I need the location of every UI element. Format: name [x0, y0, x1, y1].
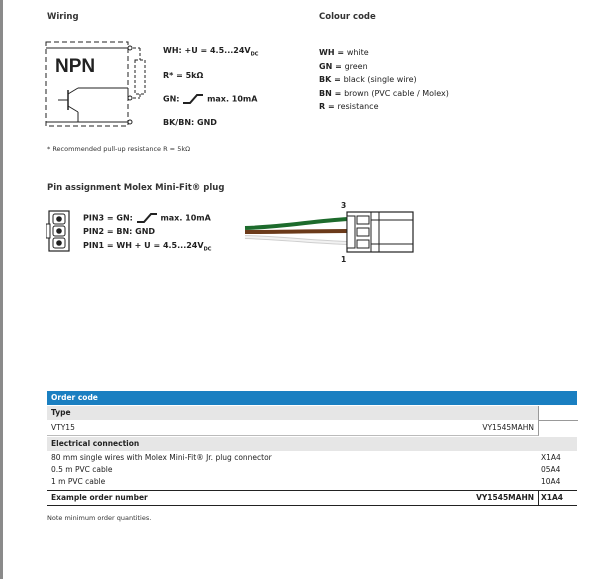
- plug-pin-3-marker: 3: [341, 201, 347, 210]
- left-page-edge: [0, 0, 3, 579]
- gn-label: GN: max. 10mA: [163, 94, 258, 104]
- colour-code-row: GN = green: [319, 62, 368, 71]
- npn-label: NPN: [55, 56, 96, 77]
- molex-connector-drawing: [243, 200, 418, 264]
- colour-code-row: BN = brown (PVC cable / Molex): [319, 89, 449, 98]
- connection-row: 80 mm single wires with Molex Mini-Fit® Jr. plug connector X1A4: [51, 453, 561, 462]
- type-row: [47, 421, 539, 436]
- molex-plug-icon: [46, 210, 72, 252]
- switch-signal-icon: [182, 94, 204, 104]
- pin1-label: PIN1 = WH + $U = 4.5...24V_{DC}$: [83, 241, 212, 253]
- order-note: Note minimum order quantities.: [47, 514, 152, 522]
- resistor-label: R* = 5kΩ: [163, 71, 204, 80]
- type-code: VY1545MAHN: [482, 423, 534, 432]
- type-section-header: Type: [47, 406, 538, 420]
- pin2-label: PIN2 = BN: GND: [83, 227, 156, 236]
- colour-code-row: BK = black (single wire): [319, 75, 417, 84]
- wiring-title: Wiring: [47, 12, 79, 22]
- bk-label: BK/BN: GND: [163, 118, 217, 127]
- order-code-table: [47, 391, 577, 508]
- colour-code-row: WH = white: [319, 48, 369, 57]
- connection-row: 1 m PVC cable 10A4: [51, 477, 561, 486]
- pin3-label: PIN3 = GN: max. 10mA: [83, 213, 211, 223]
- pin-assignment-title: Pin assignment Molex Mini-Fit® plug: [47, 183, 225, 193]
- colour-code-row: R = resistance: [319, 102, 379, 111]
- example-order-row: Example order number VY1545MAHN X1A4: [47, 490, 577, 506]
- connection-row: 0.5 m PVC cable 05A4: [51, 465, 561, 474]
- order-code-header: Order code: [47, 391, 577, 405]
- switch-signal-icon: [136, 213, 158, 223]
- wiring-footnote: * Recommended pull-up resistance R = 5kΩ: [47, 145, 191, 153]
- npn-circuit-diagram: [44, 40, 154, 130]
- plug-pin-1-marker: 1: [341, 255, 347, 264]
- electrical-section-header: Electrical connection: [47, 437, 577, 451]
- colour-code-title: Colour code: [319, 12, 376, 22]
- wh-label: WH: $+U = 4.5...24V_{DC}$: [163, 46, 259, 58]
- type-name: VTY15: [51, 423, 75, 432]
